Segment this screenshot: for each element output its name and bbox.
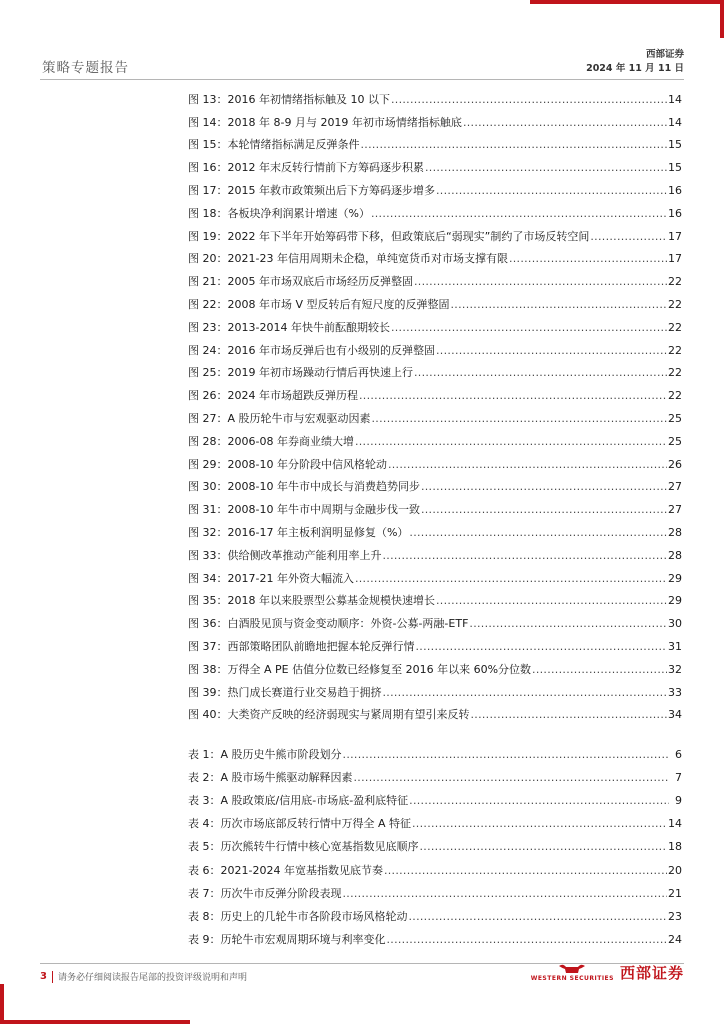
figure-entry-label: 图 14：2018 年 8-9 月与 2019 年初市场情绪指标触底 <box>188 115 462 129</box>
figure-entry-label: 图 16：2012 年末反转行情前下方筹码逐步积累 <box>188 161 424 175</box>
dot-leader <box>383 686 668 700</box>
company-logo <box>531 962 684 983</box>
figure-entry[interactable] <box>188 134 682 157</box>
dot-leader <box>343 887 668 901</box>
figure-entry-page: 16 <box>668 183 682 197</box>
figure-entry[interactable] <box>188 704 682 727</box>
figure-entry[interactable] <box>188 111 682 134</box>
table-entry[interactable] <box>188 789 682 812</box>
figure-entry-label: 图 39：热门成长赛道行业交易趋于拥挤 <box>188 685 382 699</box>
figure-entry-page: 17 <box>668 252 682 266</box>
dot-leader <box>361 138 668 152</box>
table-entry-label: 表 1：A 股历史牛熊市阶段划分 <box>188 748 342 762</box>
corner-accent-top <box>530 0 724 4</box>
table-entry-page: 24 <box>668 932 682 946</box>
figure-entry-page: 29 <box>668 594 682 608</box>
figure-entry-label: 图 33：供给侧改革推动产能利用率上升 <box>188 548 382 562</box>
figure-entry-page: 15 <box>668 138 682 152</box>
figure-entry-page: 29 <box>668 571 682 585</box>
figure-entry-label: 图 13：2016 年初情绪指标触及 10 以下 <box>188 92 390 106</box>
table-entry-page: 23 <box>668 909 682 923</box>
dot-leader <box>463 116 667 130</box>
figure-index <box>188 88 682 726</box>
figure-entry[interactable] <box>188 362 682 385</box>
dot-leader <box>387 933 668 947</box>
figure-entry[interactable] <box>188 681 682 704</box>
figure-entry-page: 25 <box>668 411 682 425</box>
dot-leader <box>425 161 667 175</box>
figure-entry[interactable] <box>188 407 682 430</box>
figure-entry-page: 28 <box>668 548 682 562</box>
figure-entry-label: 图 15：本轮情绪指标满足反弹条件 <box>188 138 360 152</box>
header-info <box>586 48 684 76</box>
table-entry-page: 14 <box>668 817 682 831</box>
figure-entry-page: 22 <box>668 366 682 380</box>
table-entry[interactable] <box>188 882 682 905</box>
figure-entry[interactable] <box>188 590 682 613</box>
figure-entry-label: 图 34：2017-21 年外资大幅流入 <box>188 571 354 585</box>
figure-entry-page: 31 <box>668 639 682 653</box>
figure-entry-label: 图 37：西部策略团队前瞻地把握本轮反弹行情 <box>188 639 415 653</box>
figure-entry[interactable] <box>188 88 682 111</box>
table-entry-page: 7 <box>675 771 682 785</box>
table-entry[interactable] <box>188 928 682 951</box>
figure-entry[interactable] <box>188 521 682 544</box>
figure-entry-label: 图 35：2018 年以来股票型公募基金规模快速增长 <box>188 594 435 608</box>
dot-leader <box>509 252 667 266</box>
dot-leader <box>436 594 667 608</box>
figure-entry[interactable] <box>188 430 682 453</box>
dot-leader <box>412 817 667 831</box>
dot-leader <box>451 298 667 312</box>
dot-leader <box>436 184 667 198</box>
dot-leader <box>409 910 668 924</box>
table-entry-page: 9 <box>675 794 682 808</box>
dot-leader <box>436 344 667 358</box>
bull-icon <box>557 963 587 975</box>
figure-entry[interactable] <box>188 635 682 658</box>
figure-entry-page: 26 <box>668 457 682 471</box>
table-entry-label: 表 4：历次市场底部反转行情中万得全 A 特征 <box>188 817 412 831</box>
figure-entry-page: 15 <box>668 161 682 175</box>
figure-entry[interactable] <box>188 658 682 681</box>
header-divider <box>40 79 684 80</box>
table-entry[interactable] <box>188 905 682 928</box>
figure-entry-page: 30 <box>668 617 682 631</box>
table-entry[interactable] <box>188 835 682 858</box>
figure-entry-page: 27 <box>668 503 682 517</box>
figure-entry[interactable] <box>188 476 682 499</box>
table-entry-page: 20 <box>668 863 682 877</box>
dot-leader <box>391 93 667 107</box>
figure-entry[interactable] <box>188 270 682 293</box>
figure-entry-label: 图 36：白酒股见顶与资金变动顺序：外资-公募-两融-ETF <box>188 617 469 631</box>
table-index <box>188 743 682 951</box>
dot-leader <box>372 412 667 426</box>
figure-entry[interactable] <box>188 202 682 225</box>
figure-entry-page: 22 <box>668 389 682 403</box>
figure-entry-page: 22 <box>668 343 682 357</box>
figure-entry[interactable] <box>188 339 682 362</box>
dot-leader <box>383 549 668 563</box>
table-entry[interactable] <box>188 812 682 835</box>
figure-entry[interactable] <box>188 156 682 179</box>
logo-subtitle: WESTERN SECURITIES <box>530 975 614 982</box>
dot-leader <box>590 230 667 244</box>
table-entry-label: 表 6：2021-2024 年宽基指数见底节奏 <box>188 863 383 877</box>
figure-entry-page: 22 <box>668 275 682 289</box>
figure-entry[interactable] <box>188 498 682 521</box>
figure-entry[interactable] <box>188 544 682 567</box>
figure-entry-label: 图 27：A 股历轮牛市与宏观驱动因素 <box>188 411 371 425</box>
figure-entry-page: 27 <box>668 480 682 494</box>
dot-leader <box>409 794 669 808</box>
logo-mark <box>531 963 614 982</box>
figure-entry-label: 图 40：大类资产反映的经济弱现实与紧周期有望引来反转 <box>188 708 470 722</box>
figure-entry-label: 图 18：各板块净利润累计增速（%） <box>188 206 370 220</box>
dot-leader <box>421 480 667 494</box>
footer-separator <box>52 971 53 983</box>
corner-accent-bottom <box>0 1020 190 1024</box>
figure-entry-label: 图 23：2013-2014 年快牛前酝酿期较长 <box>188 320 390 334</box>
figure-entry-page: 22 <box>668 320 682 334</box>
figure-entry[interactable] <box>188 179 682 202</box>
report-date: 2024 年 11 月 11 日 <box>586 63 684 74</box>
dot-leader <box>371 207 667 221</box>
dot-leader <box>384 864 667 878</box>
disclaimer: 请务必仔细阅读报告尾部的投资评级说明和声明 <box>58 973 248 983</box>
figure-entry-page: 25 <box>668 434 682 448</box>
dot-leader <box>421 503 667 517</box>
table-entry-page: 21 <box>668 886 682 900</box>
figure-entry-page: 14 <box>668 115 682 129</box>
figure-entry-label: 图 24：2016 年市场反弹后也有小级别的反弹整固 <box>188 343 435 357</box>
dot-leader <box>414 366 667 380</box>
figure-entry[interactable] <box>188 316 682 339</box>
figure-entry-label: 图 22：2008 年市场 V 型反转后有短尺度的反弹整固 <box>188 297 450 311</box>
dot-leader <box>391 321 667 335</box>
logo-name: 西部证券 <box>619 964 684 982</box>
corner-accent-left <box>0 984 4 1024</box>
dot-leader <box>359 389 667 403</box>
dot-leader <box>420 840 668 854</box>
dot-leader <box>388 458 667 472</box>
figure-entry-label: 图 17：2015 年救市政策频出后下方筹码逐步增多 <box>188 183 435 197</box>
figure-entry[interactable] <box>188 384 682 407</box>
table-entry-label: 表 7：历次牛市反弹分阶段表现 <box>188 886 342 900</box>
figure-entry-label: 图 21：2005 年市场双底后市场经历反弹整固 <box>188 275 413 289</box>
figure-entry-page: 33 <box>668 685 682 699</box>
table-entry-label: 表 5：历次熊转牛行情中核心宽基指数见底顺序 <box>188 840 419 854</box>
figure-entry[interactable] <box>188 225 682 248</box>
table-entry-label: 表 2：A 股市场牛熊驱动解释因素 <box>188 771 353 785</box>
figure-entry-label: 图 30：2008-10 年牛市中成长与消费趋势同步 <box>188 480 420 494</box>
figure-entry[interactable] <box>188 612 682 635</box>
dot-leader <box>469 617 667 631</box>
figure-entry-label: 图 28：2006-08 年券商业绩大增 <box>188 434 354 448</box>
dot-leader <box>414 275 667 289</box>
figure-entry-page: 32 <box>668 662 682 676</box>
report-type: 策略专题报告 <box>42 60 129 76</box>
figure-entry-label: 图 29：2008-10 年分阶段中信风格轮动 <box>188 457 387 471</box>
dot-leader <box>409 526 667 540</box>
table-entry[interactable] <box>188 766 682 789</box>
figure-entry-label: 图 25：2019 年初市场躁动行情后再快速上行 <box>188 366 413 380</box>
table-entry[interactable] <box>188 743 682 766</box>
page-number: 3 <box>40 971 47 982</box>
figure-entry-label: 图 32：2016-17 年主板利润明显修复（%） <box>188 525 409 539</box>
dot-leader <box>355 435 667 449</box>
table-entry-label: 表 8：历史上的几轮牛市各阶段市场风格轮动 <box>188 909 408 923</box>
figure-entry-page: 28 <box>668 525 682 539</box>
figure-entry-label: 图 20：2021-23 年信用周期未企稳，单纯宽货币对市场支撑有限 <box>188 252 508 266</box>
dot-leader <box>355 572 667 586</box>
figure-entry[interactable] <box>188 293 682 316</box>
dot-leader <box>532 663 667 677</box>
table-entry-label: 表 3：A 股政策底/信用底-市场底-盈利底特征 <box>188 794 409 808</box>
dot-leader <box>416 640 668 654</box>
figure-entry[interactable] <box>188 453 682 476</box>
figure-entry[interactable] <box>188 248 682 271</box>
figure-entry[interactable] <box>188 567 682 590</box>
figure-entry-page: 22 <box>668 297 682 311</box>
dot-leader <box>343 748 669 762</box>
figure-entry-page: 14 <box>668 92 682 106</box>
figure-entry-page: 17 <box>668 229 682 243</box>
figure-entry-label: 图 26：2024 年市场超跌反弹历程 <box>188 389 358 403</box>
table-entry-page: 6 <box>675 748 682 762</box>
company-name: 西部证券 <box>645 49 684 60</box>
dot-leader <box>354 771 669 785</box>
figure-entry-label: 图 19：2022 年下半年开始筹码带下移，但政策底后“弱现实”制约了市场反转空间 <box>188 229 590 243</box>
figure-entry-label: 图 38：万得全 A PE 估值分位数已经修复至 2016 年以来 60%分位数 <box>188 662 532 676</box>
dot-leader <box>471 708 668 722</box>
figure-entry-label: 图 31：2008-10 年牛市中周期与金融步伐一致 <box>188 503 420 517</box>
table-entry-label: 表 9：历轮牛市宏观周期环境与利率变化 <box>188 932 386 946</box>
corner-accent-right <box>720 0 724 38</box>
figure-entry-page: 34 <box>668 708 682 722</box>
table-entry-page: 18 <box>668 840 682 854</box>
figure-entry-page: 16 <box>668 206 682 220</box>
table-entry[interactable] <box>188 858 682 881</box>
